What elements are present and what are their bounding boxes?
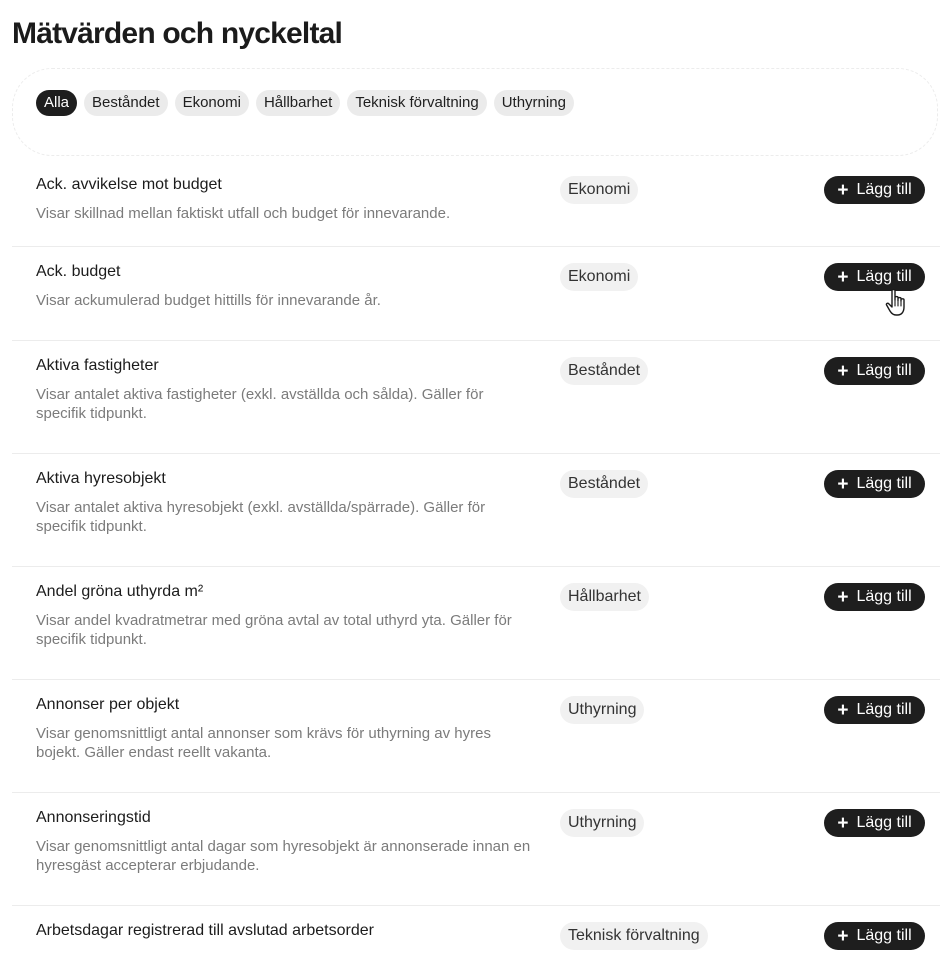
- metric-row: [12, 247, 940, 341]
- add-button-label: Lägg till: [856, 362, 912, 379]
- filter-chip-alla[interactable]: Alla: [36, 90, 77, 116]
- add-button-label: Lägg till: [856, 701, 912, 718]
- metric-category-tag: Ekonomi: [560, 263, 638, 291]
- metric-name: Arbetsdagar registrerad till avslutad arbetsorder: [36, 922, 374, 939]
- metric-description: Visar antalet aktiva fastigheter (exkl. avställda och sålda). Gäller för specifik tidpunkt.: [36, 386, 484, 422]
- plus-icon: +: [837, 360, 849, 382]
- metric-name: Ack. avvikelse mot budget: [36, 176, 222, 193]
- plus-icon: +: [837, 925, 849, 947]
- metric-row: [12, 341, 940, 454]
- add-metric-button[interactable]: [824, 922, 925, 950]
- add-metric-button[interactable]: [824, 470, 925, 498]
- metric-category-tag: Beståndet: [560, 470, 648, 498]
- add-metric-button[interactable]: [824, 696, 925, 724]
- metric-name: Annonser per objekt: [36, 696, 180, 713]
- metric-description: Visar skillnad mellan faktiskt utfall och budget för innevarande.: [36, 205, 451, 222]
- filter-chip-ekonomi[interactable]: Ekonomi: [175, 90, 249, 116]
- metrics-list: [12, 160, 940, 966]
- metric-category-tag: Uthyrning: [560, 696, 644, 724]
- filter-chips: [36, 90, 574, 116]
- filter-chip-teknisk-forvaltning[interactable]: Teknisk förvaltning: [347, 90, 486, 116]
- metric-description: Visar genomsnittligt antal annonser som krävs för uthyrning av hyres bojekt. Gäller endast reellt vakanta.: [36, 725, 491, 761]
- metric-row: [12, 454, 940, 567]
- metric-row: [12, 567, 940, 680]
- add-metric-button[interactable]: [824, 357, 925, 385]
- plus-icon: +: [837, 812, 849, 834]
- metric-category-tag: Teknisk förvaltning: [560, 922, 708, 950]
- add-metric-button[interactable]: [824, 583, 925, 611]
- metric-name: Andel gröna uthyrda m²: [36, 583, 204, 600]
- metric-description: Visar ackumulerad budget hittills för innevarande år.: [36, 292, 381, 309]
- metric-description: Visar antalet aktiva hyresobjekt (exkl. avställda/spärrade). Gäller för specifik tidpunkt.: [36, 499, 486, 535]
- add-button-label: Lägg till: [856, 475, 912, 492]
- metric-name: Aktiva hyresobjekt: [36, 470, 166, 487]
- add-metric-button[interactable]: [824, 809, 925, 837]
- add-metric-button[interactable]: [824, 263, 925, 291]
- plus-icon: +: [837, 586, 849, 608]
- metric-description: Visar andel kvadratmetrar med gröna avtal av total uthyrd yta. Gäller för specifik tidpunkt.: [36, 612, 512, 648]
- metric-category-tag: Ekonomi: [560, 176, 638, 204]
- metric-category-tag: Hållbarhet: [560, 583, 649, 611]
- metric-row: [12, 793, 940, 906]
- metric-name: Annonseringstid: [36, 809, 151, 826]
- metric-description: Visar genomsnittligt antal dagar som hyresobjekt är annonserade innan en hyresgäst accepterar erbjudande.: [36, 838, 531, 874]
- add-button-label: Lägg till: [856, 814, 912, 831]
- add-button-label: Lägg till: [856, 268, 912, 285]
- add-button-label: Lägg till: [856, 588, 912, 605]
- filter-chip-uthyrning[interactable]: Uthyrning: [494, 90, 574, 116]
- filter-chip-bestandet[interactable]: Beståndet: [84, 90, 168, 116]
- add-metric-button[interactable]: [824, 176, 925, 204]
- metric-row: [12, 906, 940, 966]
- metric-name: Ack. budget: [36, 263, 121, 280]
- metric-name: Aktiva fastigheter: [36, 357, 159, 374]
- metric-category-tag: Beståndet: [560, 357, 648, 385]
- metric-row: [12, 680, 940, 793]
- plus-icon: +: [837, 473, 849, 495]
- plus-icon: +: [837, 266, 849, 288]
- plus-icon: +: [837, 179, 849, 201]
- add-button-label: Lägg till: [856, 927, 912, 944]
- add-button-label: Lägg till: [856, 181, 912, 198]
- metric-category-tag: Uthyrning: [560, 809, 644, 837]
- filter-chip-hallbarhet[interactable]: Hållbarhet: [256, 90, 340, 116]
- plus-icon: +: [837, 699, 849, 721]
- metric-row: [12, 160, 940, 247]
- page-title: Mätvärden och nyckeltal: [12, 17, 343, 50]
